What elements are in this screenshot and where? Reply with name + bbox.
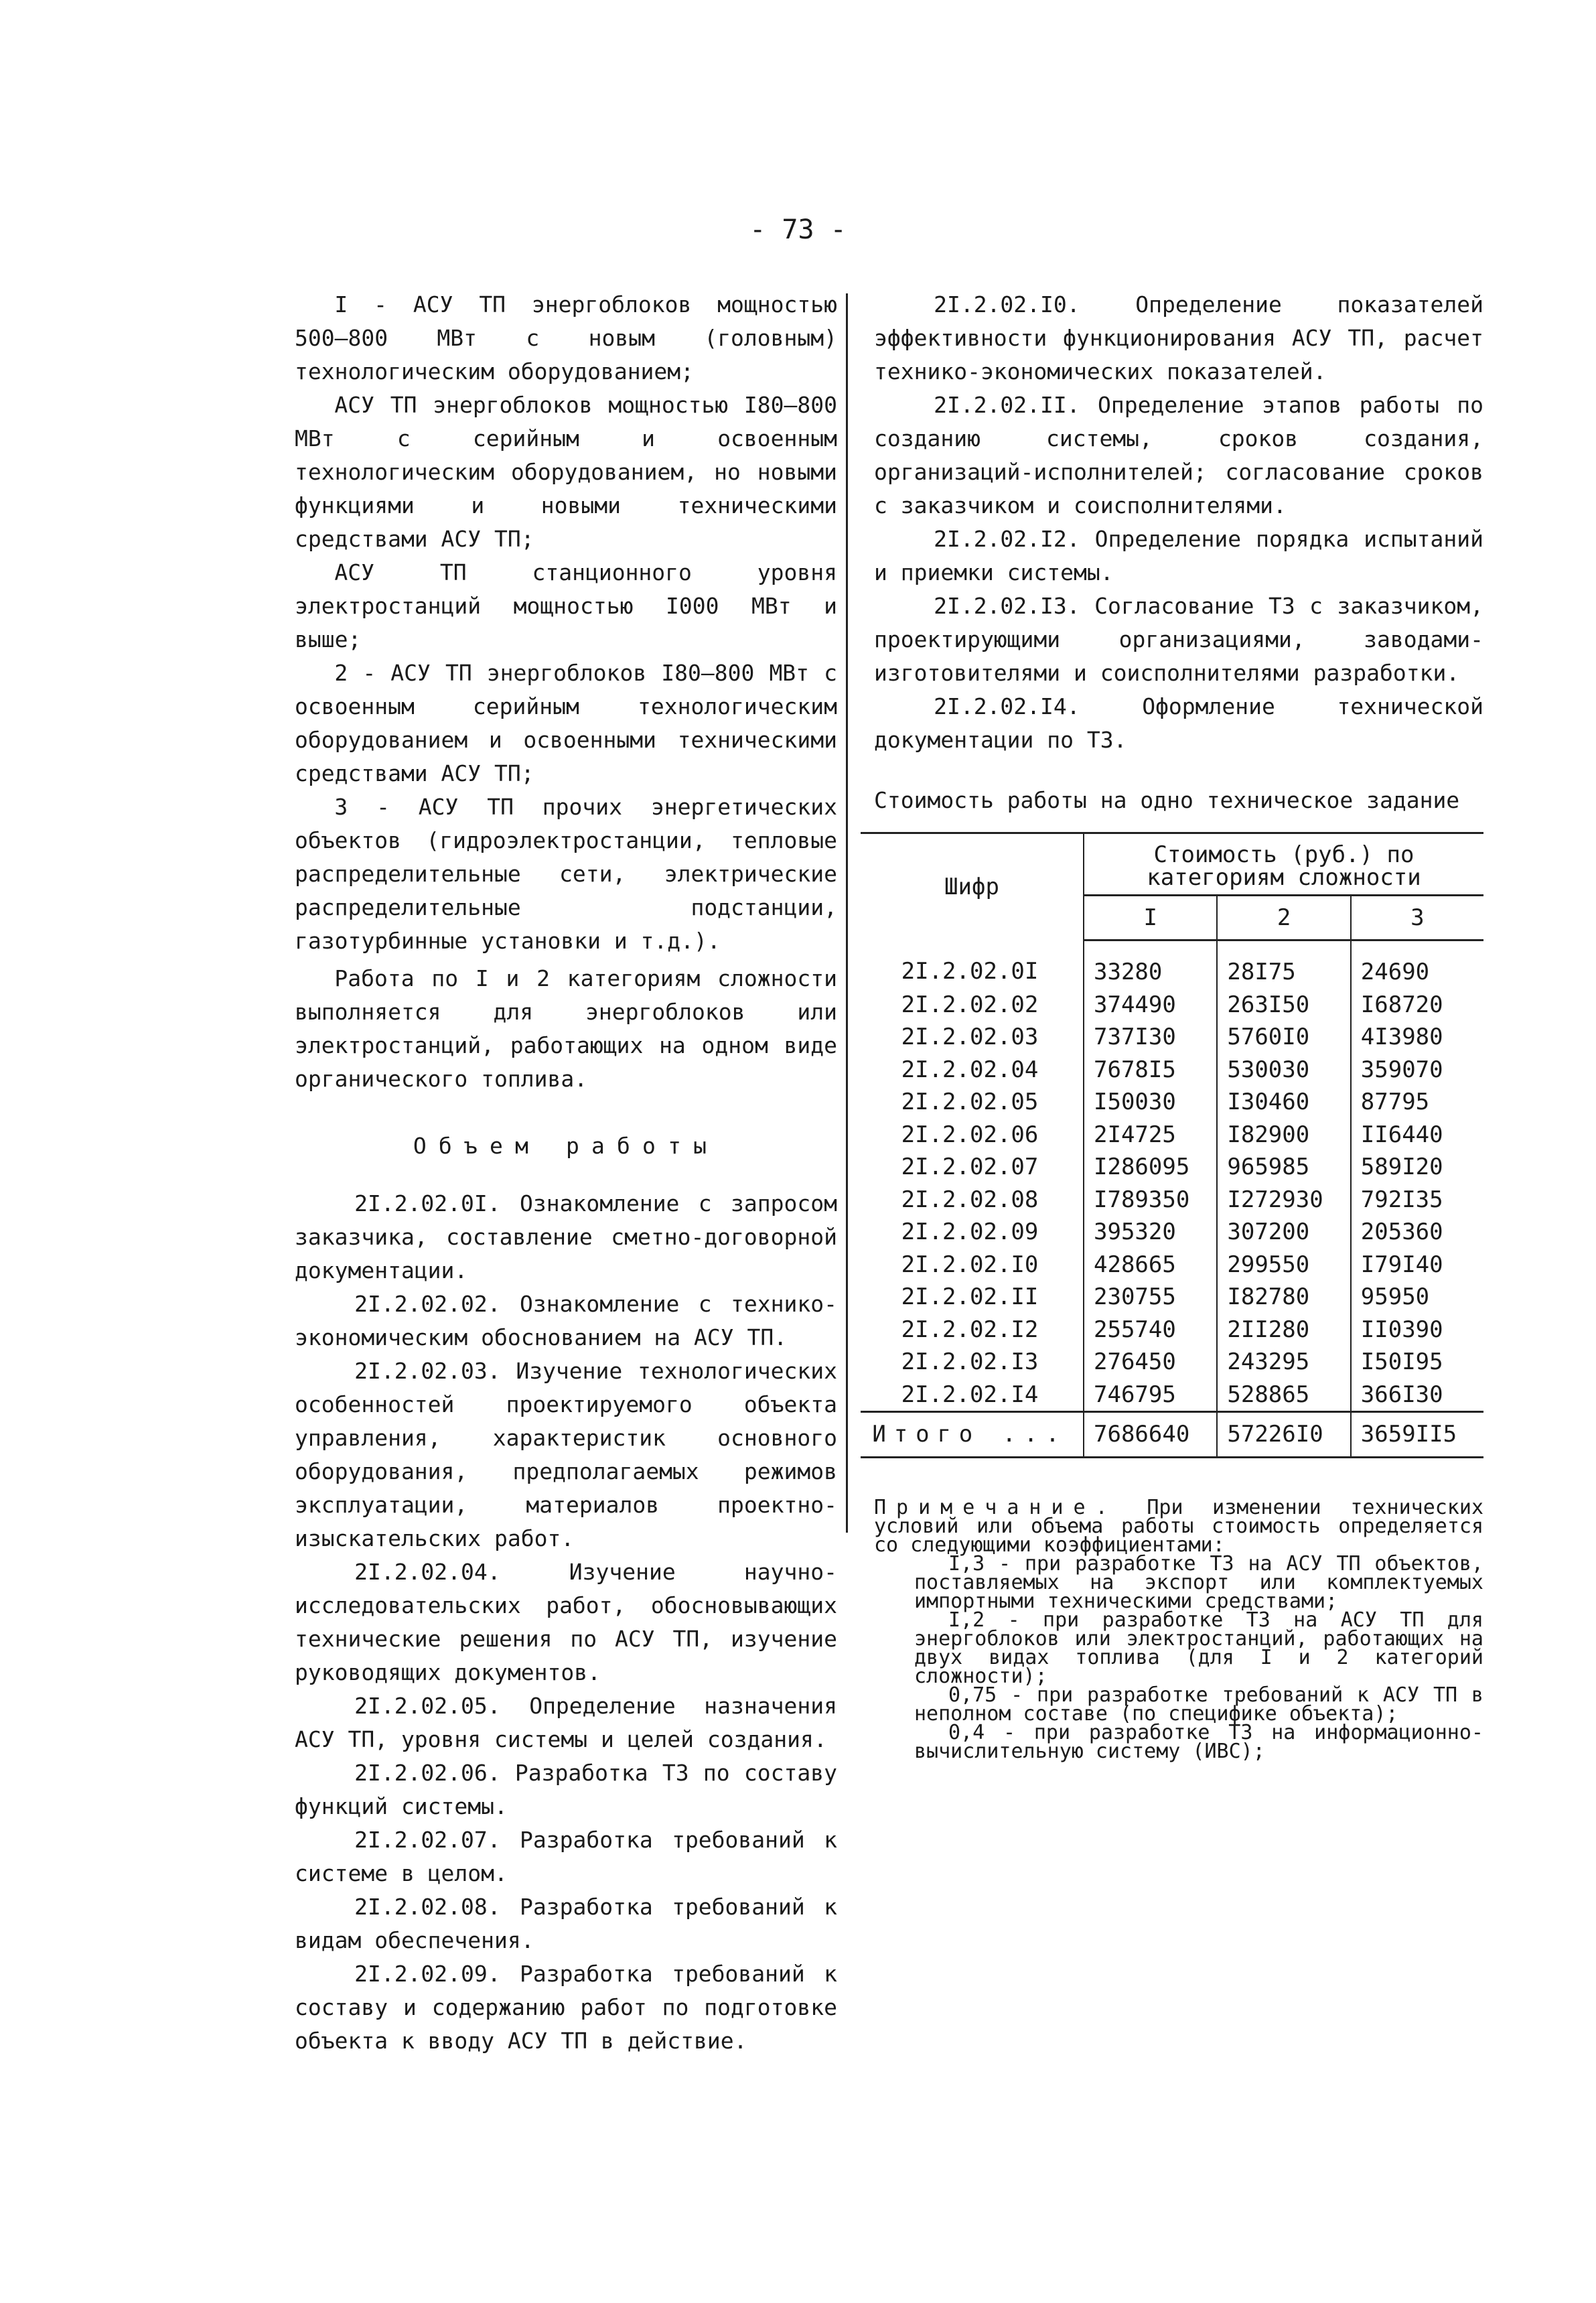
cost-cell: I82780 [1217, 1281, 1350, 1314]
note-label: Примечание. [874, 1495, 1118, 1519]
cost-cell: 746795 [1084, 1379, 1217, 1412]
section-heading: Объем работы [413, 1133, 719, 1159]
cost-cell: 33280 [1084, 940, 1217, 989]
code-cell: 2I.2.02.0I [861, 940, 1084, 989]
work-item: 2I.2.02.I4. Оформление технической документации по ТЗ. [874, 693, 1483, 753]
cost-cell: 243295 [1217, 1346, 1350, 1379]
cost-cell: 5760I0 [1217, 1021, 1350, 1054]
code-cell: 2I.2.02.I2 [861, 1314, 1084, 1346]
table-row [861, 1184, 1483, 1216]
cost-cell: 2II280 [1217, 1314, 1350, 1346]
table-row [861, 1379, 1483, 1412]
cost-cell: II6440 [1360, 1121, 1443, 1148]
table-row [861, 940, 1483, 989]
cost-cell: 792I35 [1360, 1186, 1443, 1213]
cost-cell: 589I20 [1360, 1154, 1443, 1180]
table-row [861, 1054, 1483, 1087]
cost-cell: I68720 [1360, 991, 1443, 1018]
cost-cell: 428665 [1084, 1249, 1217, 1281]
cost-cell: 528865 [1217, 1379, 1350, 1412]
cost-cell: 366I30 [1360, 1381, 1443, 1408]
cost-cell: I272930 [1217, 1184, 1350, 1216]
cost-cell: 307200 [1217, 1216, 1350, 1249]
table-row [861, 1086, 1483, 1119]
cost-cell: 2I4725 [1084, 1119, 1217, 1152]
cost-table [861, 832, 1483, 1458]
cost-cell: 530030 [1217, 1054, 1350, 1087]
note-coefficient: I,3 - при разработке ТЗ на АСУ ТП объектов, поставляемых на экспорт или комплектуемых импортными техническими средствами; [914, 1551, 1483, 1613]
column-header-category: 2 [1217, 896, 1350, 940]
cost-cell: 255740 [1084, 1314, 1217, 1346]
work-item: 2I.2.02.05. Определение назначения АСУ ТП, уровня системы и целей создания. [295, 1693, 837, 1752]
cost-cell: II0390 [1360, 1316, 1443, 1343]
note-coefficient: 0,75 - при разработке требований к АСУ ТП в неполном составе (по специфике объекта); [914, 1683, 1483, 1726]
work-item: 2I.2.02.I0. Определение показателей эффективности функционирования АСУ ТП, расчет технико-экономических показателей. [874, 291, 1483, 385]
work-item: 2I.2.02.02. Ознакомление с технико-экономическим обоснованием на АСУ ТП. [295, 1291, 837, 1350]
work-item: 2I.2.02.09. Разработка требований к составу и содержанию работ по подготовке объекта к вводу АСУ ТП в действие. [295, 1961, 837, 2054]
code-cell: 2I.2.02.II [861, 1281, 1084, 1314]
code-cell: 2I.2.02.I0 [861, 1249, 1084, 1281]
code-cell: 2I.2.02.07 [861, 1151, 1084, 1184]
category-paragraph: 2 - АСУ ТП энергоблоков I80–800 МВт с освоенным серийным технологическим оборудованием и освоенными техническими средствами АСУ ТП; [295, 660, 837, 786]
cost-cell: I286095 [1084, 1151, 1217, 1184]
table-row [861, 1151, 1483, 1184]
cost-cell: 4I3980 [1360, 1024, 1443, 1050]
cost-cell: 28I75 [1217, 940, 1350, 989]
work-item: 2I.2.02.04. Изучение научно-исследовательских работ, обосновывающих технические решения по АСУ ТП, изучение руководящих документов. [295, 1559, 837, 1685]
work-item: 2I.2.02.0I. Ознакомление с запросом заказчика, составление сметно-договорной документации. [295, 1190, 837, 1283]
cost-cell: I82900 [1217, 1119, 1350, 1152]
cost-cell: 7678I5 [1084, 1054, 1217, 1087]
category-paragraph: АСУ ТП энергоблоков мощностью I80–800 МВт с серийным и освоенным технологическим оборудованием, но новыми функциями и новыми техническими средствами АСУ ТП; [295, 392, 837, 552]
table-row [861, 1119, 1483, 1152]
work-item: 2I.2.02.06. Разработка ТЗ по составу функций системы. [295, 1760, 837, 1819]
total-cell: 3659II5 [1351, 1412, 1483, 1458]
right-column [874, 288, 1483, 1761]
code-cell: 2I.2.02.08 [861, 1184, 1084, 1216]
column-divider [846, 293, 848, 1533]
note-coefficient: I,2 - при разработке ТЗ на АСУ ТП для энергоблоков или электростанций, работающих на двух видах топлива (для I и 2 категорий сложности); [914, 1608, 1483, 1688]
work-item: 2I.2.02.II. Определение этапов работы по созданию системы, сроков создания, организаций-исполнителей; согласование сроков с заказчиком и соисполнителями. [874, 392, 1483, 518]
cost-cell: I30460 [1217, 1086, 1350, 1119]
complexity-note-paragraph: Работа по I и 2 категориям сложности выполняется для энергоблоков или электростанций, работающих на одном виде органического топлива. [295, 965, 837, 1092]
cost-cell: 299550 [1217, 1249, 1350, 1281]
cost-cell: I789350 [1084, 1184, 1217, 1216]
work-item: 2I.2.02.03. Изучение технологических особенностей проектируемого объекта управления, характеристик основного оборудования, предполагаемых режимов эксплуатации, материалов проектно-изыскательских работ. [295, 1358, 837, 1551]
cost-cell: 737I30 [1084, 1021, 1217, 1054]
table-row [861, 1346, 1483, 1379]
category-paragraph: I - АСУ ТП энергоблоков мощностью 500–800 МВт с новым (головным) технологическим оборудованием; [295, 291, 837, 385]
cost-cell: 87795 [1360, 1089, 1430, 1115]
total-cell: 7686640 [1084, 1412, 1217, 1458]
table-caption: Стоимость работы на одно техническое задание [874, 787, 1460, 813]
cost-cell: 359070 [1360, 1056, 1443, 1083]
code-cell: 2I.2.02.04 [861, 1054, 1084, 1087]
cost-cell: 205360 [1360, 1218, 1443, 1245]
work-item: 2I.2.02.08. Разработка требований к видам обеспечения. [295, 1894, 837, 1953]
cost-cell: 965985 [1217, 1151, 1350, 1184]
code-cell: 2I.2.02.05 [861, 1086, 1084, 1119]
total-row [861, 1412, 1483, 1458]
code-cell: 2I.2.02.02 [861, 989, 1084, 1022]
code-cell: 2I.2.02.03 [861, 1021, 1084, 1054]
code-cell: 2I.2.02.06 [861, 1119, 1084, 1152]
work-item: 2I.2.02.I3. Согласование ТЗ с заказчиком, проектирующими организациями, заводами-изготовителями и соисполнителями разработки. [874, 593, 1483, 686]
code-cell: 2I.2.02.09 [861, 1216, 1084, 1249]
total-label: Итого ... [861, 1412, 1084, 1458]
table-row [861, 1249, 1483, 1281]
column-header-category: I [1084, 896, 1217, 940]
note-coefficient: 0,4 - при разработке ТЗ на информационно-вычислительную систему (ИВС); [914, 1720, 1483, 1763]
column-header-cost: Стоимость (руб.) по категориям сложности [1084, 833, 1483, 896]
cost-cell: 95950 [1360, 1283, 1430, 1310]
cost-cell: 24690 [1360, 959, 1430, 985]
category-paragraph: АСУ ТП станционного уровня электростанций мощностью I000 МВт и выше; [295, 559, 837, 652]
cost-cell: 263I50 [1217, 989, 1350, 1022]
note-intro: При изменении технических условий или объема работы стоимость определяется со следующими коэффициентами: [874, 1495, 1484, 1557]
page-number: - 73 - [749, 214, 847, 245]
cost-cell: I50I95 [1360, 1348, 1443, 1375]
cost-cell: I50030 [1084, 1086, 1217, 1119]
category-paragraph: 3 - АСУ ТП прочих энергетических объектов (гидроэлектростанции, тепловые распределительные сети, электрические распределительные подстанции, газотурбинные установки и т.д.). [295, 794, 837, 954]
table-row [861, 1314, 1483, 1346]
code-cell: 2I.2.02.I3 [861, 1346, 1084, 1379]
work-item: 2I.2.02.I2. Определение порядка испытаний и приемки системы. [874, 526, 1483, 585]
column-header-code: Шифр [861, 833, 1084, 940]
work-item: 2I.2.02.07. Разработка требований к системе в целом. [295, 1827, 837, 1886]
cost-cell: I79I40 [1360, 1251, 1443, 1278]
table-row [861, 1021, 1483, 1054]
table-body [861, 940, 1483, 1412]
cost-cell: 230755 [1084, 1281, 1217, 1314]
column-header-category: 3 [1351, 896, 1483, 940]
table-row [861, 1216, 1483, 1249]
code-cell: 2I.2.02.I4 [861, 1379, 1084, 1412]
total-cell: 57226I0 [1217, 1412, 1350, 1458]
table-row [861, 989, 1483, 1022]
cost-cell: 276450 [1084, 1346, 1217, 1379]
note-block [874, 1495, 1484, 1763]
cost-cell: 395320 [1084, 1216, 1217, 1249]
left-column [295, 288, 837, 2058]
table-row [861, 1281, 1483, 1314]
cost-cell: 374490 [1084, 989, 1217, 1022]
